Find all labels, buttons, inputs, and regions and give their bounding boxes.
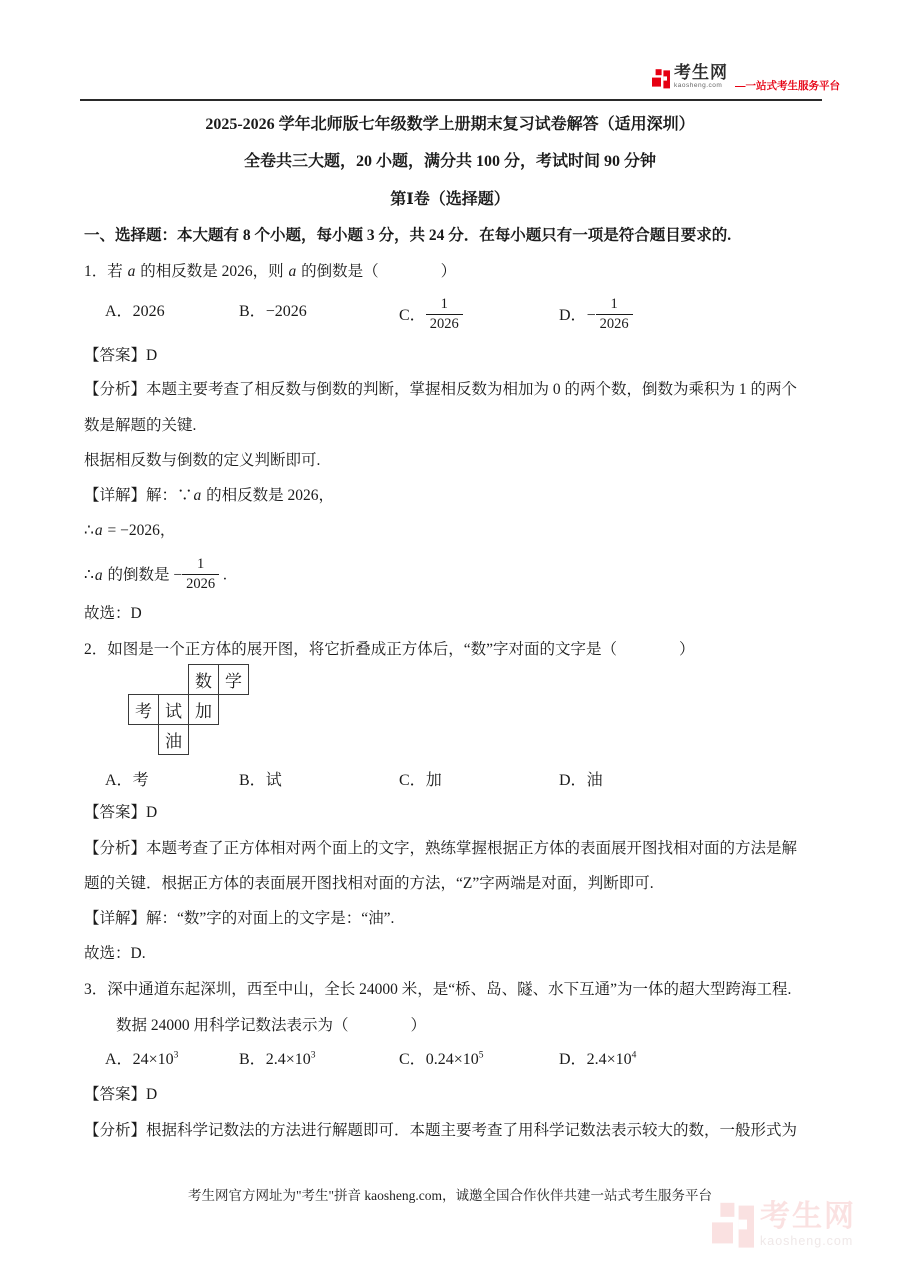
q2-option-d: D．油 <box>559 772 603 789</box>
q1-analysis-line1: 【分析】本题主要考查了相反数与倒数的判断，掌握相反数为相加为 0 的两个数，倒数为乘积为 1 的两个 <box>84 381 798 398</box>
watermark-domain-text: kaosheng.com <box>760 1234 854 1248</box>
net-cell: 学 <box>218 664 249 695</box>
q3-stem-line1: 3．深中通道东起深圳，西至中山，全长 24000 米，是“桥、岛、隧、水下互通”为一体的超大型跨海工程. <box>84 981 792 998</box>
cube-net-diagram <box>128 664 253 759</box>
q1-option-b: B．−2026 <box>239 303 307 320</box>
q1-option-a: A．2026 <box>105 303 165 320</box>
watermark-brand-text: 考生网 <box>760 1200 856 1233</box>
footer-note: 考生网官方网址为"考生"拼音 kaosheng.com，诚邀全国合作伙伴共建一站式考生服务平台 <box>187 1188 712 1203</box>
net-cell: 数 <box>188 664 219 695</box>
q1-detail: 【详解】解：∵a 的相反数是 2026， <box>84 487 335 504</box>
header-divider <box>80 99 822 101</box>
part-heading: 第Ⅰ卷（选择题） <box>390 191 510 208</box>
watermark-text <box>760 1202 856 1248</box>
q3-option-a: A．$24\times 10^3$ <box>105 1050 179 1068</box>
math-var-a: a <box>193 487 202 504</box>
logo-text <box>674 64 728 90</box>
net-cell: 考 <box>128 694 159 725</box>
logo-domain-text: kaosheng.com <box>674 82 723 89</box>
doc-subtitle: 全卷共三大题，20 小题，满分共 100 分，考试时间 90 分钟 <box>243 153 656 170</box>
math-var-a: a <box>127 263 136 280</box>
fraction: $\frac{1}{2026}$ <box>426 296 463 332</box>
net-cell: 油 <box>158 724 189 755</box>
q1-step3: ∴a 的倒数是 − $\frac{1}{2026}$ . <box>84 556 227 592</box>
q1-stem: 1．若 a 的相反数是 2026，则 a 的倒数是（ ） <box>84 263 457 280</box>
q2-detail: 【详解】解：“数”字的对面上的文字是：“油”. <box>84 910 395 927</box>
q2-analysis-line2: 题的关键．根据正方体的表面展开图找相对面的方法，“Z”字两端是对面，判断即可. <box>84 875 654 892</box>
q3-option-c: C．$0.24\times 10^5$ <box>399 1050 484 1068</box>
net-cell: 加 <box>188 694 219 725</box>
q3-stem-line2: 数据 24000 用科学记数法表示为（ ） <box>116 1017 427 1034</box>
q3-option-d: D．$2.4\times 10^4$ <box>559 1050 637 1068</box>
kaosheng-logo <box>652 64 840 96</box>
q1-step2: ∴a = −2026， <box>84 522 176 539</box>
q1-options <box>84 285 824 337</box>
q2-stem: 2．如图是一个正方体的展开图，将它折叠成正方体后，“数”字对面的文字是（ ） <box>84 641 695 658</box>
q3-answer: 【答案】D <box>84 1086 158 1103</box>
q2-choice: 故选：D. <box>84 945 146 962</box>
q2-option-b: B．试 <box>239 772 282 789</box>
fraction: $\frac{1}{2026}$ <box>596 296 633 332</box>
q2-analysis-line1: 【分析】本题考查了正方体相对两个面上的文字，熟练掌握根据正方体的表面展开图找相对面的方法是解 <box>84 840 798 857</box>
q2-option-c: C．加 <box>399 772 442 789</box>
q2-options <box>84 767 824 793</box>
q2-answer: 【答案】D <box>84 804 158 821</box>
q1-choice: 故选：D <box>84 605 142 622</box>
q3-option-b: B．$2.4\times 10^3$ <box>239 1050 316 1068</box>
net-cell: 试 <box>158 694 189 725</box>
kaosheng-watermark <box>712 1202 856 1254</box>
q2-option-a: A．考 <box>105 772 149 789</box>
q1-answer: 【答案】D <box>84 347 158 364</box>
q3-options <box>84 1046 824 1072</box>
logo-brand-text: 考生网 <box>674 63 728 82</box>
q1-option-d: D．− $\frac{1}{2026}$ <box>559 298 633 334</box>
doc-title: 2025-2026 学年北师版七年级数学上册期末复习试卷解答（适用深圳） <box>205 116 695 133</box>
logo-tagline: —一站式考生服务平台 <box>735 80 840 92</box>
q3-analysis-line1: 【分析】根据科学记数法的方法进行解题即可．本题主要考查了用科学记数法表示较大的数，一般形式为 <box>84 1122 798 1139</box>
kaosheng-logo-icon <box>652 67 670 93</box>
q1-analysis-line3: 根据相反数与倒数的定义判断即可. <box>84 452 321 469</box>
math-var-a: a <box>288 263 297 280</box>
fraction: $\frac{1}{2026}$ <box>182 556 219 592</box>
math-var-a: a <box>94 522 103 539</box>
q1-analysis-line2: 数是解题的关键. <box>84 417 197 434</box>
math-var-a: a <box>94 566 103 584</box>
q1-option-c: C． $\frac{1}{2026}$ <box>399 298 463 334</box>
section-heading: 一、选择题：本大题有 8 个小题，每小题 3 分，共 24 分．在每小题只有一项是符合题目要求的. <box>84 227 732 244</box>
kaosheng-watermark-icon <box>712 1202 754 1254</box>
